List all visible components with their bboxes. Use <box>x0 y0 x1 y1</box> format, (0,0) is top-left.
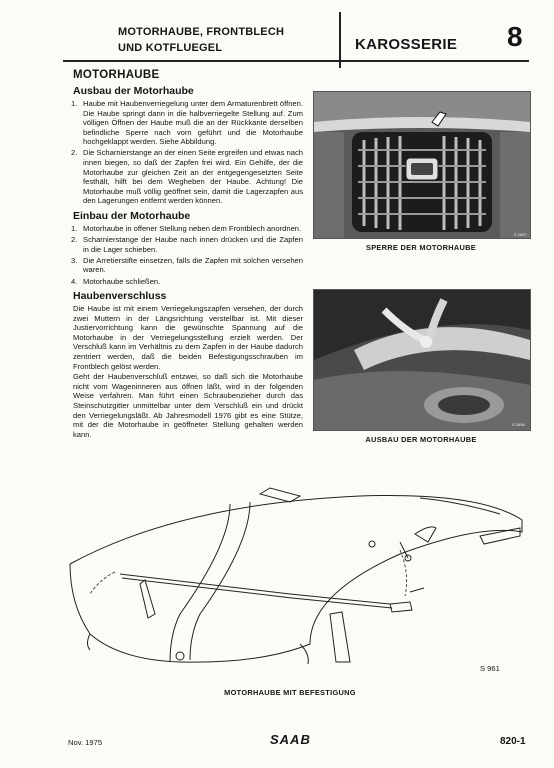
chapter-title-line1: MOTORHAUBE, FRONTBLECH <box>118 26 285 38</box>
step-text: Haube mit Haubenverriegelung unter dem Armaturenbrett öffnen. Die Haube springt dann in die halbverriegelte Stellung auf. Zum völligen Öffnen der Haube muß die an der Rückkante derselben befindliche Sperre nach vorn geführt und die Motorhaube hochgeklappt werden. Siehe Abbildung. <box>83 99 303 147</box>
section-name: KAROSSERIE <box>355 36 458 53</box>
step-text: Scharnierstange der Haube nach innen drücken und die Zapfen in die Lager schieben. <box>83 235 303 254</box>
einbau-heading: Einbau der Motorhaube <box>73 210 191 223</box>
einbau-step <box>65 224 303 234</box>
drawing-caption: MOTORHAUBE MIT BEFESTIGUNG <box>224 688 356 697</box>
photo-hood-removal <box>313 289 531 431</box>
photo1-caption: SPERRE DER MOTORHAUBE <box>365 243 477 252</box>
ausbau-step <box>65 99 303 147</box>
section-number: 8 <box>507 21 523 52</box>
step-number: 3. <box>71 255 78 265</box>
step-number: 1. <box>71 224 78 234</box>
einbau-step <box>65 277 303 287</box>
step-text: Motorhaube schließen. <box>83 276 161 286</box>
einbau-step <box>65 256 303 275</box>
verschluss-paragraph-2: Geht der Haubenverschluß entzwei, so daß sich die Motorhaube nicht vom Wageninneren aus öffnen läßt, wird in der folgenden Weise verfahren. Man führt einen Schraubenzieher durch das Steinschutzgitter unmittelbar unter dem Verschluß ein und drückt den Verriegelungsläßt. Ab Jahresmodell 1976 gibt es eine Stütze, mit der die Motorhaube in geöffneter Stellung gehalten werden kann. <box>73 372 303 439</box>
chapter-title <box>118 24 338 56</box>
einbau-steps <box>65 224 303 286</box>
photo-hood-lock <box>313 91 531 239</box>
ausbau-step <box>65 148 303 206</box>
page-number: 820-1 <box>500 736 526 747</box>
main-heading: MOTORHAUBE <box>73 69 160 81</box>
step-text: Die Arretierstifte einsetzen, falls die Zapfen mit solchen versehen waren. <box>83 255 303 275</box>
verschluss-heading: Haubenverschluss <box>73 290 167 303</box>
hood-lock-illustration <box>314 92 530 238</box>
einbau-step <box>65 235 303 254</box>
hood-assembly-diagram <box>60 484 530 684</box>
step-number: 4. <box>71 276 78 286</box>
step-text: Motorhaube in offener Stellung neben dem Frontblech anordnen. <box>83 224 302 234</box>
ausbau-heading: Ausbau der Motorhaube <box>73 85 194 97</box>
step-number: 2. <box>71 148 78 158</box>
ausbau-steps <box>65 99 303 206</box>
chapter-title-line2: UND KOTFLUEGEL <box>118 42 223 54</box>
saab-logo: SAAB <box>270 732 311 747</box>
photo2-caption: AUSBAU DER MOTORHAUBE <box>365 435 477 444</box>
drawing-code: S 961 <box>480 664 500 673</box>
step-number: 2. <box>71 235 78 245</box>
header-divider-horizontal <box>63 60 529 62</box>
text-column <box>65 66 303 439</box>
footer-date: Nov. 1975 <box>68 738 103 747</box>
photo2-code: S 2658 <box>512 422 525 427</box>
hood-line-drawing <box>60 484 530 684</box>
step-number: 1. <box>71 99 78 108</box>
step-text: Die Scharnierstange an der einen Seite ergreifen und etwas nach innen biegen, so daß der Zapfen frei wird. Ein Gehilfe, der die Motorhaube zur gleichen Zeit an der entgegengesetzten Seite festhält, hilft bei dem Wegheben der Haube. Achtung! Die Motorhaube muß völlig geöffnet sein, damit die Lagerzapfen aus den Lagerungen entfernt werden können. <box>83 148 303 206</box>
hood-removal-illustration <box>314 290 530 430</box>
photo1-code: S 2657 <box>514 232 527 237</box>
verschluss-paragraph-1: Die Haube ist mit einem Verriegelungszapfen versehen, der durch zwei Muttern in der Längsrichtung verstellbar ist. Mit dieser Justiervorrichtung kann die gewünschte Spannung auf die Motorhaube in der Verriegelungsstellung erzielt werden. Der Verschluß kann im Verhältnis zu dem Zapfen in der Haube dadurch zentriert werden, daß die beiden Befestigungsschrauben im Frontblech gelöst werden. <box>73 304 303 371</box>
